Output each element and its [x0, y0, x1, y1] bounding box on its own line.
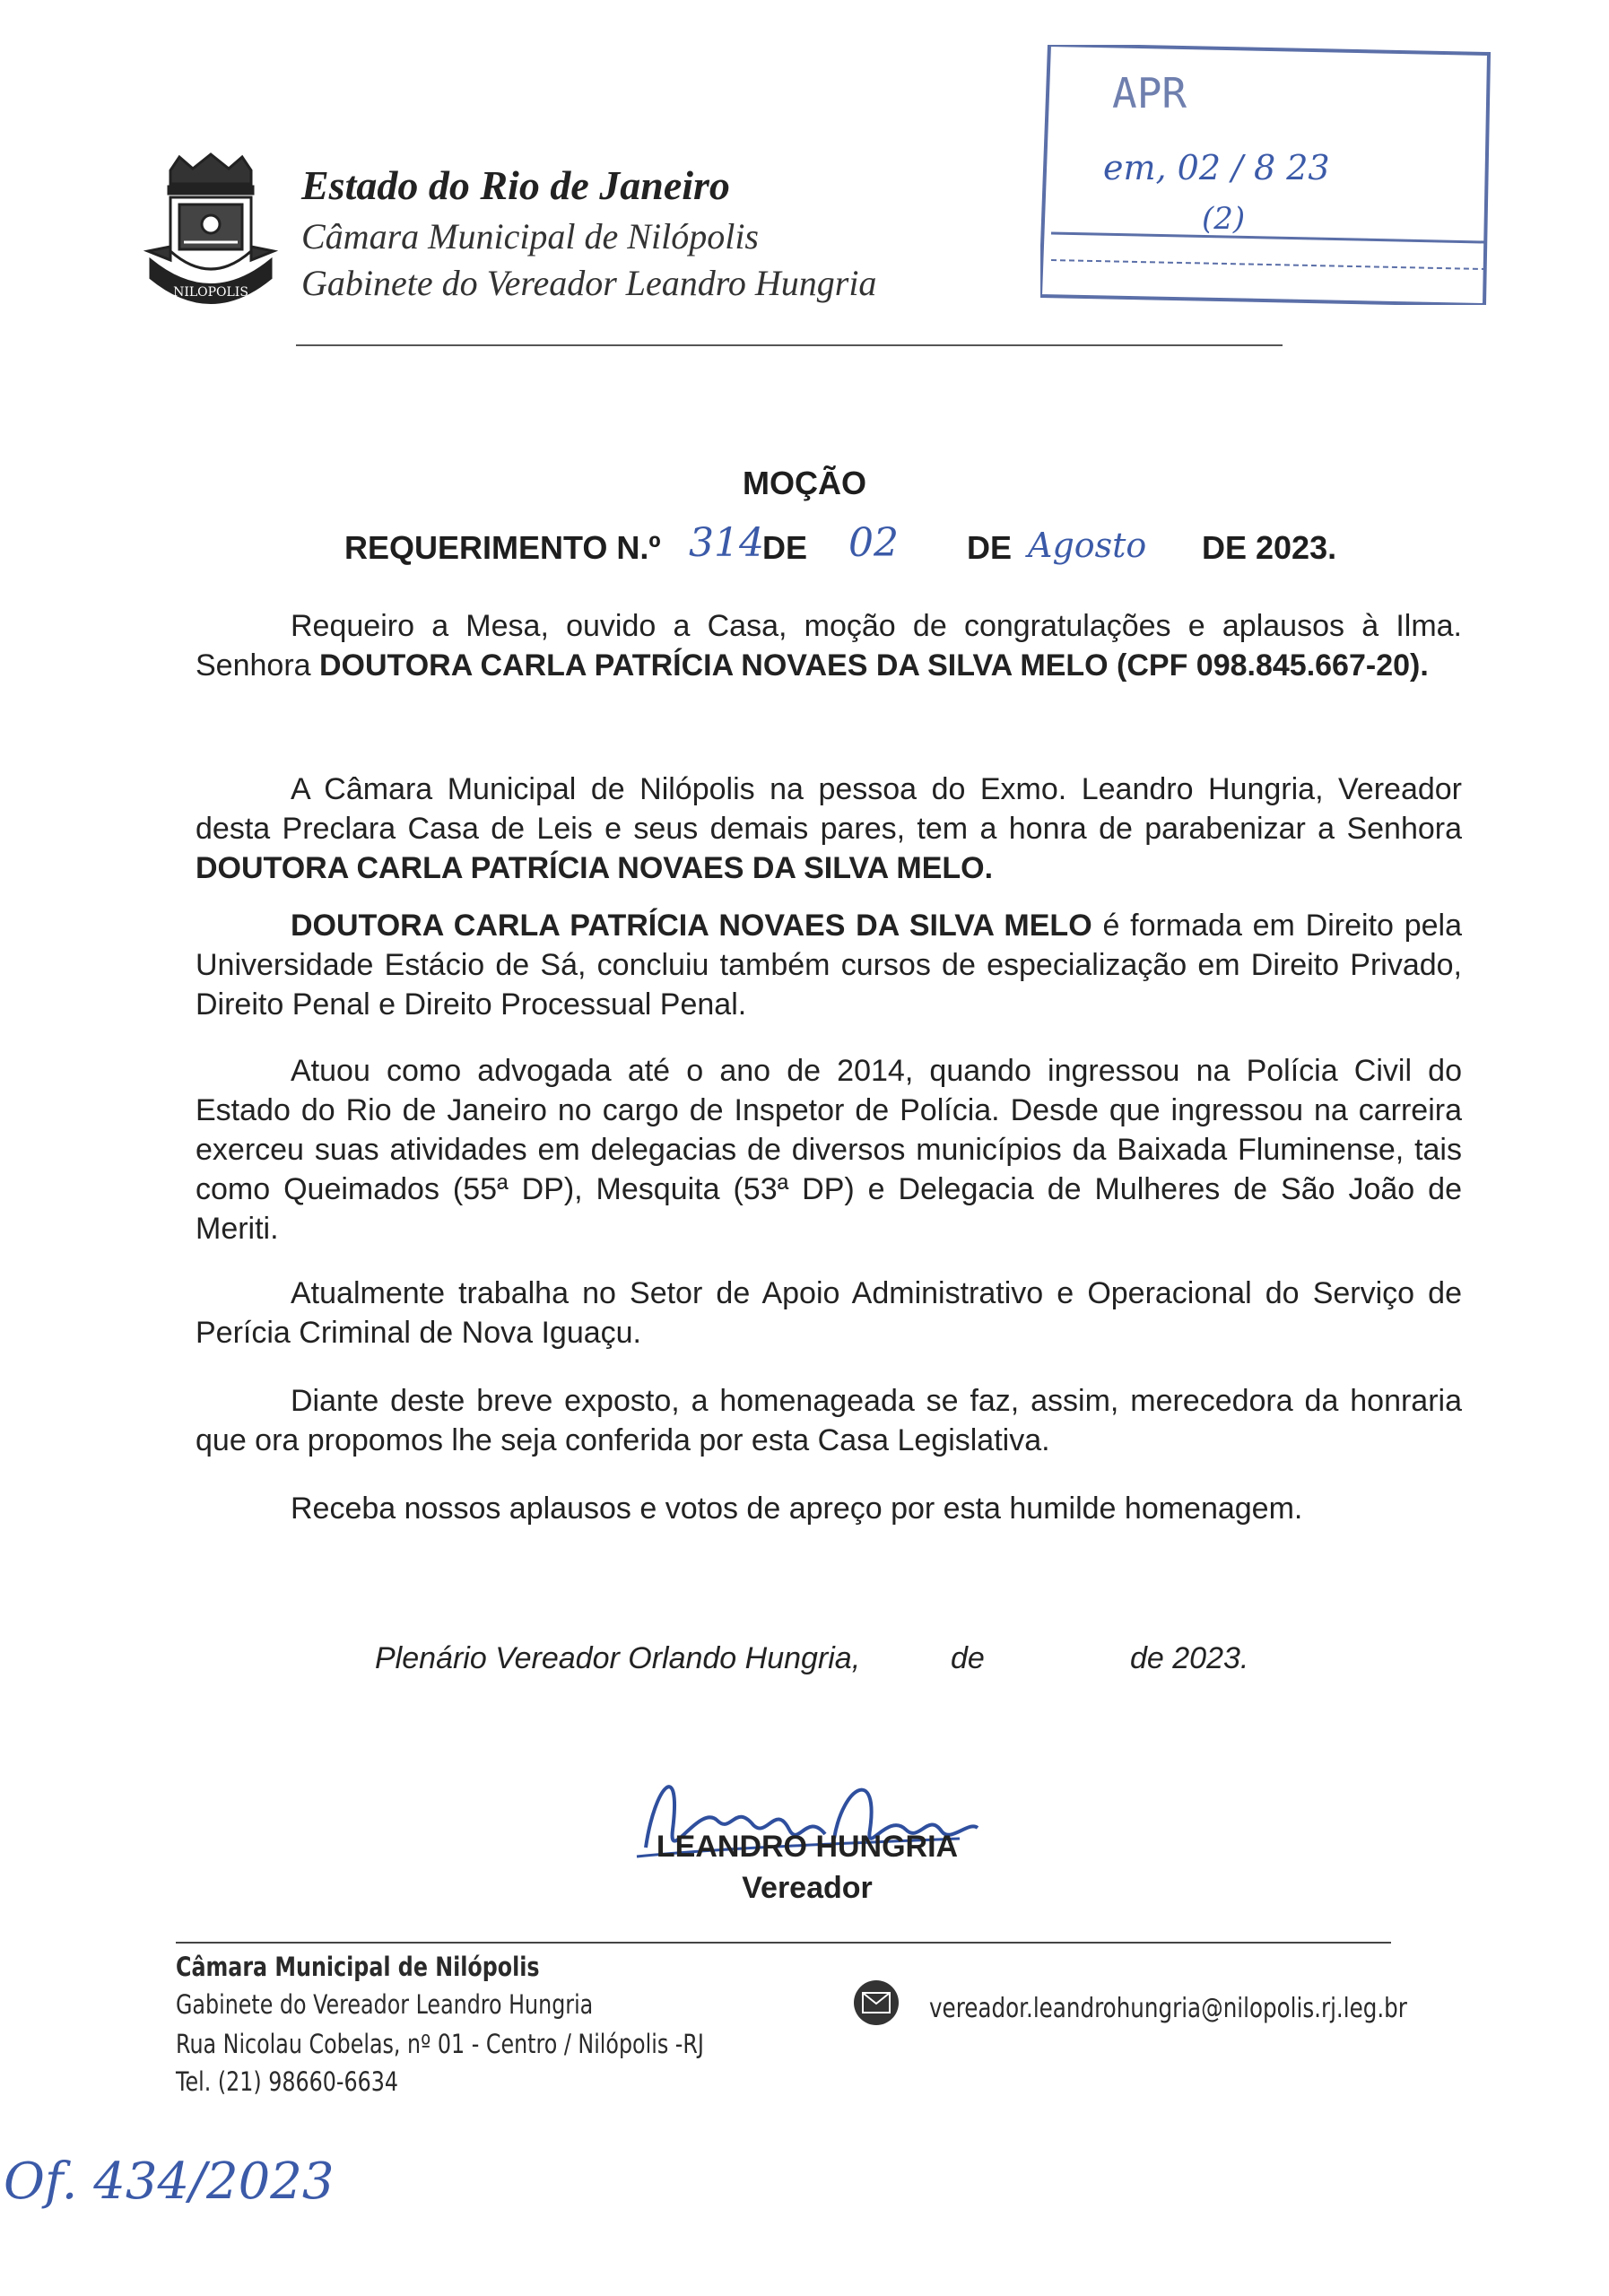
reception-stamp	[1040, 45, 1493, 305]
header-office: Gabinete do Vereador Leandro Hungria	[301, 263, 877, 303]
paragraph-1: Requeiro a Mesa, ouvido a Casa, moção de congratulações e aplausos à Ilma. Senhora DOUTORA CARLA PATRÍCIA NOVAES DA SILVA MELO (CPF 098.845.667-20).	[196, 609, 1462, 683]
header-divider	[296, 344, 1283, 346]
footer-address: Rua Nicolau Cobelas, nº 01 - Centro / Nilópolis -RJ	[176, 2029, 704, 2059]
date-year: de 2023.	[1130, 1641, 1249, 1675]
footer-phone: Tel. (21) 98660-6634	[176, 2066, 398, 2097]
municipal-crest-logo	[144, 152, 278, 314]
request-label: REQUERIMENTO N.º	[344, 529, 661, 566]
footer-office: Gabinete do Vereador Leandro Hungria	[176, 1989, 594, 2020]
svg-text:(2): (2)	[1202, 201, 1246, 237]
header-state: Estado do Rio de Janeiro	[301, 162, 730, 208]
request-month: Agosto	[1028, 526, 1147, 565]
signer-name: LEANDRO HUNGRIA	[656, 1830, 959, 1864]
paragraph-5: Atualmente trabalha no Setor de Apoio Administrativo e Operacional do Serviço de Perícia Criminal de Nova Iguaçu.	[196, 1276, 1462, 1350]
paragraph-4: Atuou como advogada até o ano de 2014, quando ingressou na Polícia Civil do Estado do Rio de Janeiro no cargo de Inspetor de Polícia. Desde que ingressou na carreira exerceu suas atividades em delegacias de diversos municípios da Baixada Fluminense, tais como Queimados (55ª DP), Mesquita (53ª DP) e Delegacia de Mulheres de São João de Meriti.	[196, 1054, 1462, 1246]
footer-org: Câmara Municipal de Nilópolis	[176, 1952, 540, 1982]
mail-icon	[854, 1980, 899, 2025]
request-year: DE 2023.	[1202, 529, 1337, 566]
request-day: 02	[848, 520, 899, 566]
paragraph-2: A Câmara Municipal de Nilópolis na pessoa do Exmo. Leandro Hungria, Vereador desta Preclara Casa de Leis e seus demais pares, tem a honra de parabenizar a Senhora DOUTORA CARLA PATRÍCIA NOVAES DA SILVA MELO.	[196, 772, 1462, 885]
footer-email[interactable]: vereador.leandrohungria@nilopolis.rj.leg.br	[929, 1993, 1407, 2024]
request-number: 314	[689, 520, 764, 566]
svg-text:em, 02 / 8 23: em, 02 / 8 23	[1103, 148, 1330, 187]
signer-role: Vereador	[742, 1871, 873, 1905]
paragraph-6: Diante deste breve exposto, a homenageada se faz, assim, merecedora da honraria que ora propomos lhe seja conferida por esta Casa Legislativa.	[196, 1384, 1462, 1457]
request-de-1: DE	[762, 529, 808, 566]
document-title: MOÇÃO	[743, 465, 866, 501]
header-chamber: Câmara Municipal de Nilópolis	[301, 216, 759, 257]
svg-text:NILOPOLIS: NILOPOLIS	[173, 285, 248, 300]
paragraph-3: DOUTORA CARLA PATRÍCIA NOVAES DA SILVA MELO é formada em Direito pela Universidade Estácio de Sá, concluiu também cursos de especialização em Direito Privado, Direito Penal e Direito Processual Penal.	[196, 909, 1462, 1022]
request-de-2: DE	[967, 529, 1013, 566]
paragraph-7: Receba nossos aplausos e votos de apreço por esta humilde homenagem.	[291, 1492, 1303, 1526]
svg-text:APR: APR	[1112, 69, 1187, 117]
footer-divider	[176, 1942, 1391, 1944]
office-reference-note: Of. 434/2023	[4, 2152, 335, 2211]
date-de: de	[951, 1641, 985, 1675]
place-label: Plenário Vereador Orlando Hungria,	[375, 1641, 861, 1675]
